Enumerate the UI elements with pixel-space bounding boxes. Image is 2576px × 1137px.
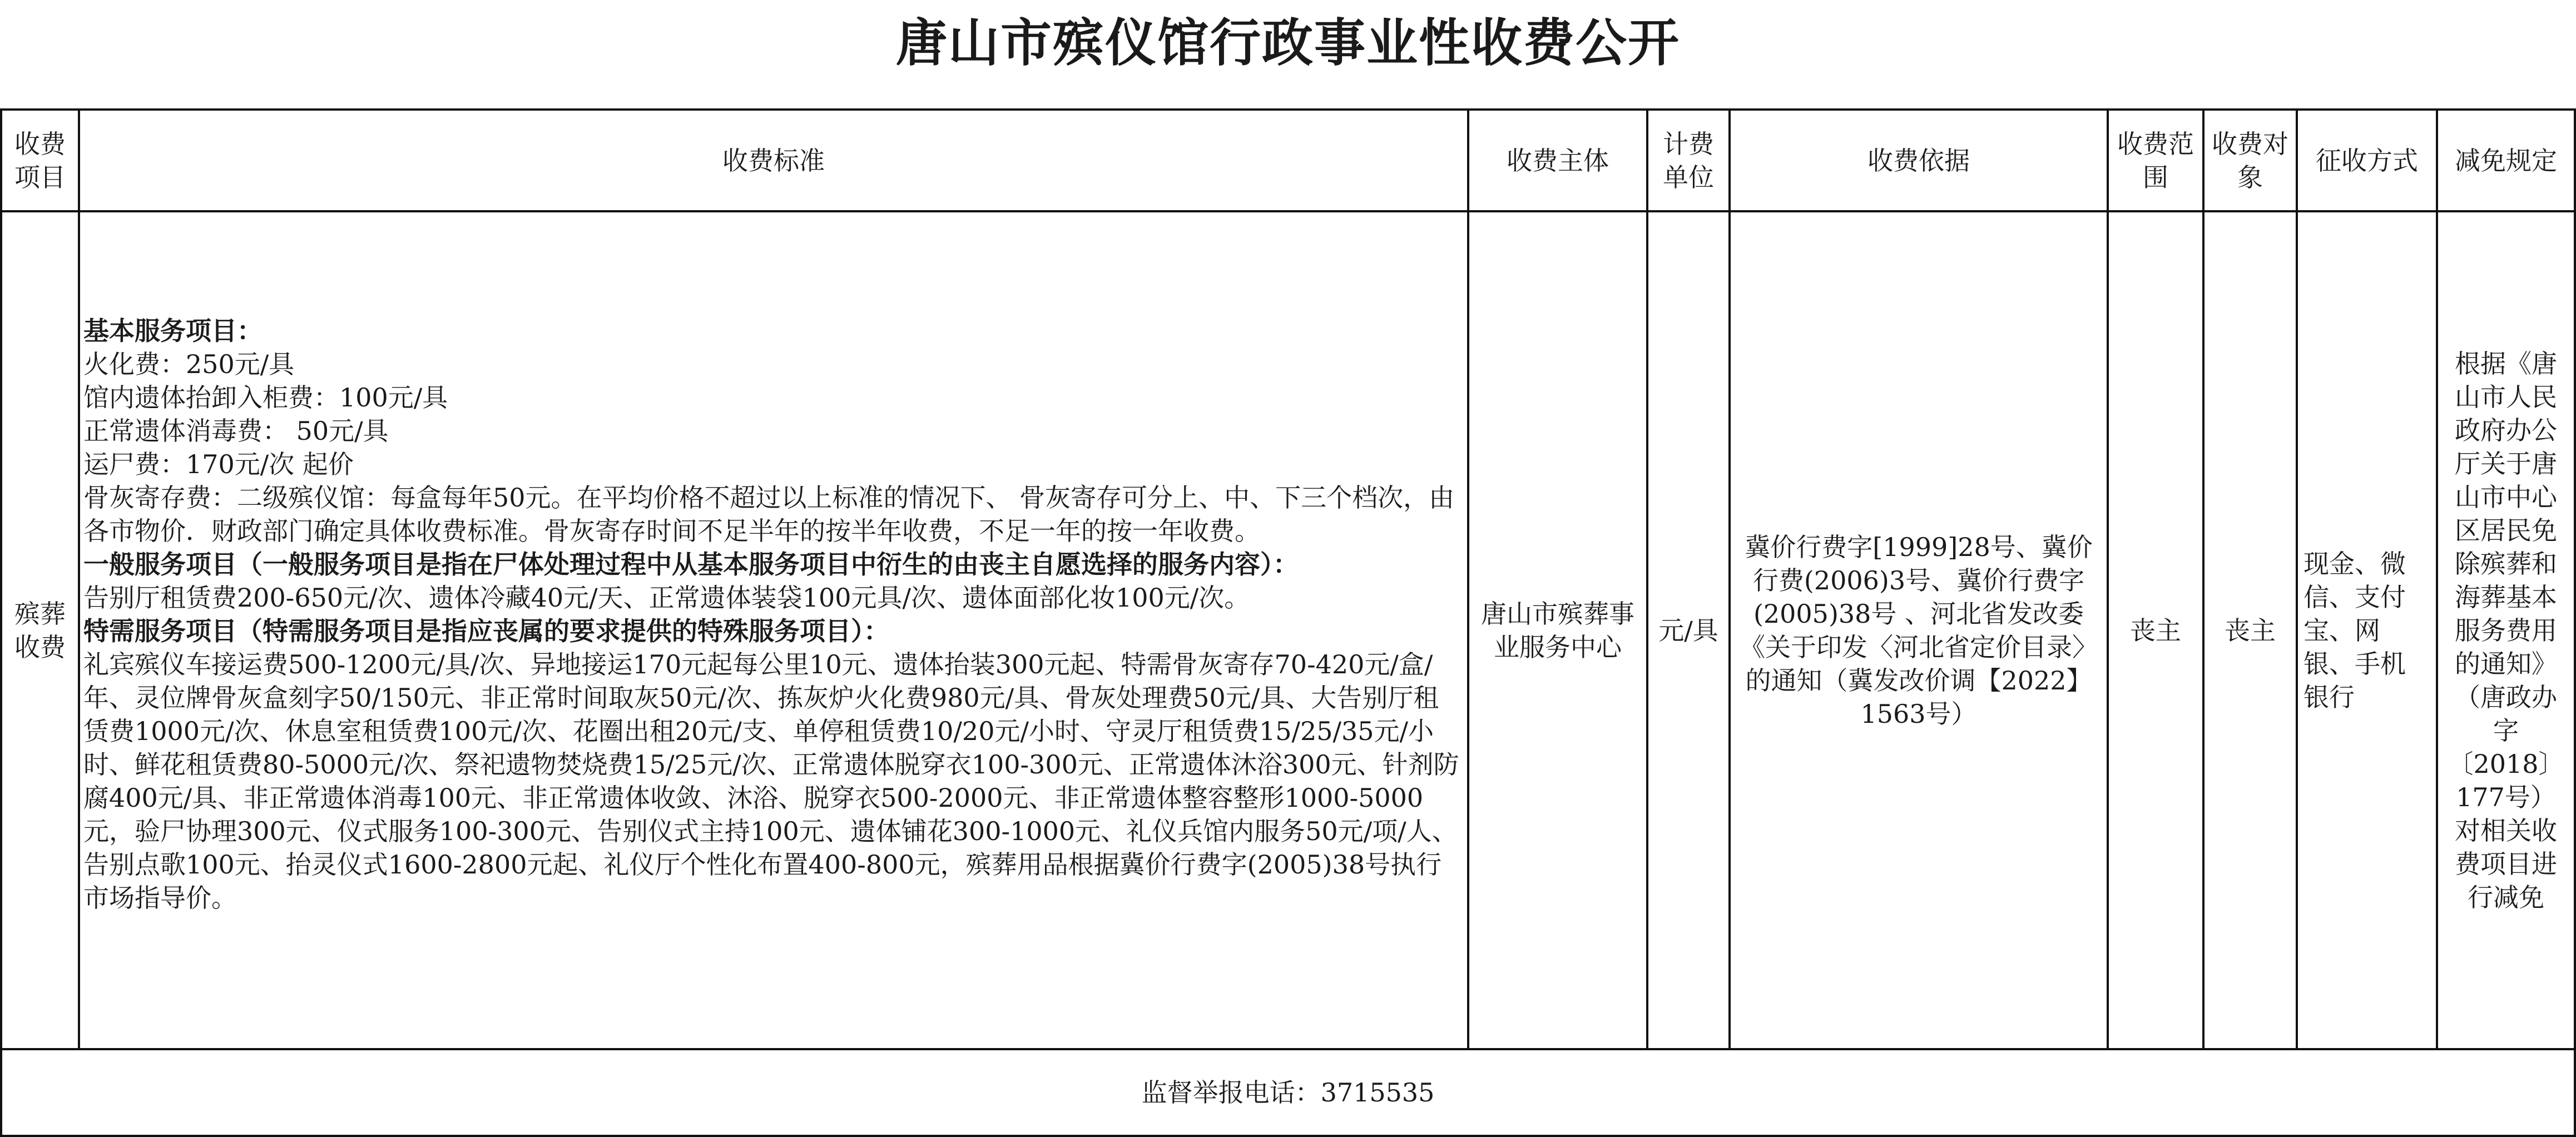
- footer-hotline: 监督举报电话：3715535: [1141, 1078, 1435, 1108]
- row-target: 丧主: [2225, 615, 2276, 646]
- basic-service-line: 馆内遗体抬卸入柜费：100元/具: [83, 383, 448, 413]
- basic-services-title: 基本服务项目：: [83, 316, 262, 346]
- row-subject: 唐山市殡葬事业服务中心: [1481, 598, 1634, 662]
- header-subject: 收费主体: [1507, 145, 1609, 176]
- table-rule: [2574, 108, 2576, 1137]
- row-item: 殡葬 收费: [14, 598, 66, 662]
- basic-service-line: 正常遗体消毒费： 50元/具: [83, 416, 389, 446]
- special-services-title: 特需服务项目（特需服务项目是指应丧属的要求提供的特殊服务项目）：: [83, 616, 889, 646]
- header-relief: 减免规定: [2455, 145, 2557, 176]
- basic-service-line: 骨灰寄存费：二级殡仪馆：每盒每年50元。在平均价格不超过以上标准的情况下、 骨灰寄存可分上、中、下三个档次，由各市物价．财政部门确定具体收费标准。骨灰寄存时间不足半年的按半年收费，不足一年的按一年收费。: [83, 483, 1455, 546]
- basic-service-line: 运尸费：170元/次 起价: [83, 449, 354, 479]
- fee-standard: [83, 314, 1463, 915]
- header-unit: 计费 单位: [1663, 128, 1714, 192]
- header-basis: 收费依据: [1867, 145, 1970, 176]
- header-scope: 收费范 围: [2117, 128, 2194, 192]
- basic-service-line: 火化费：250元/具: [83, 349, 295, 379]
- table-rule: [0, 1135, 2576, 1137]
- fee-table: [0, 108, 2576, 1137]
- row-scope: 丧主: [2130, 615, 2181, 646]
- special-services-text: 礼宾殡仪车接运费500-1200元/具/次、异地接运170元起每公里10元、遗体抬装300元起、特需骨灰寄存70-420元/盒/年、灵位牌骨灰盒刻字50/150元、非正常时间取灰50元/次、拣灰炉火化费980元/具、骨灰处理费50元/具、大告别厅租赁费1000元/次、休息室租赁费100元/次、花圈出租20元/支、单停租赁费10/20元/小时、守灵厅租赁费15/25/35元/小时、鲜花租赁费80-5000元/次、祭祀遗物焚烧费15/25元/次、正常遗体脱穿衣100-300元、正常遗体沐浴300元、针剂防腐400元/具、非正常遗体消毒100元、非正常遗体收敛、沐浴、脱穿衣500-2000元、非正常遗体整容整形1000-5000元，验尸协理300元、仪式服务100-300元、告别仪式主持100元、遗体铺花300-1000元、礼仪兵馆内服务50元/项/人、告别点歌100元、抬灵仪式1600-2800元起、礼仪厅个性化布置400-800元，殡葬用品根据冀价行费字(2005)38号执行市场指导价。: [83, 649, 1459, 913]
- row-relief: 根据《唐山市人民政府办公厅关于唐山市中心区居民免除殡葬和海葬基本服务费用的通知》（唐政办字〔2018〕177号）对相关收费项目进行减免: [2448, 348, 2564, 912]
- general-services-text: 告别厅租赁费200-650元/次、遗体冷藏40元/天、正常遗体装袋100元具/次、遗体面部化妆100元/次。: [83, 583, 1250, 613]
- table-rule: [78, 108, 80, 1049]
- header-target: 收费对 象: [2212, 128, 2288, 192]
- header-method: 征收方式: [2316, 145, 2418, 176]
- row-basis: 冀价行费字[1999]28号、冀价行费(2006)3号、冀价行费字(2005)38号 、河北省发改委《关于印发〈河北省定价目录〉的通知（冀发改价调【2022】1563号）: [1740, 532, 2098, 729]
- general-services-title: 一般服务项目（一般服务项目是指在尸体处理过程中从基本服务项目中衍生的由丧主自愿选择的服务内容）：: [83, 549, 1299, 579]
- page-title: 唐山市殡仪馆行政事业性收费公开: [895, 13, 1680, 73]
- row-unit: 元/具: [1658, 615, 1718, 646]
- header-standard: 收费标准: [722, 145, 825, 176]
- header-item: 收费 项目: [14, 128, 66, 192]
- row-method: 现金、微信、支付宝、网银、手机银行: [2303, 548, 2406, 712]
